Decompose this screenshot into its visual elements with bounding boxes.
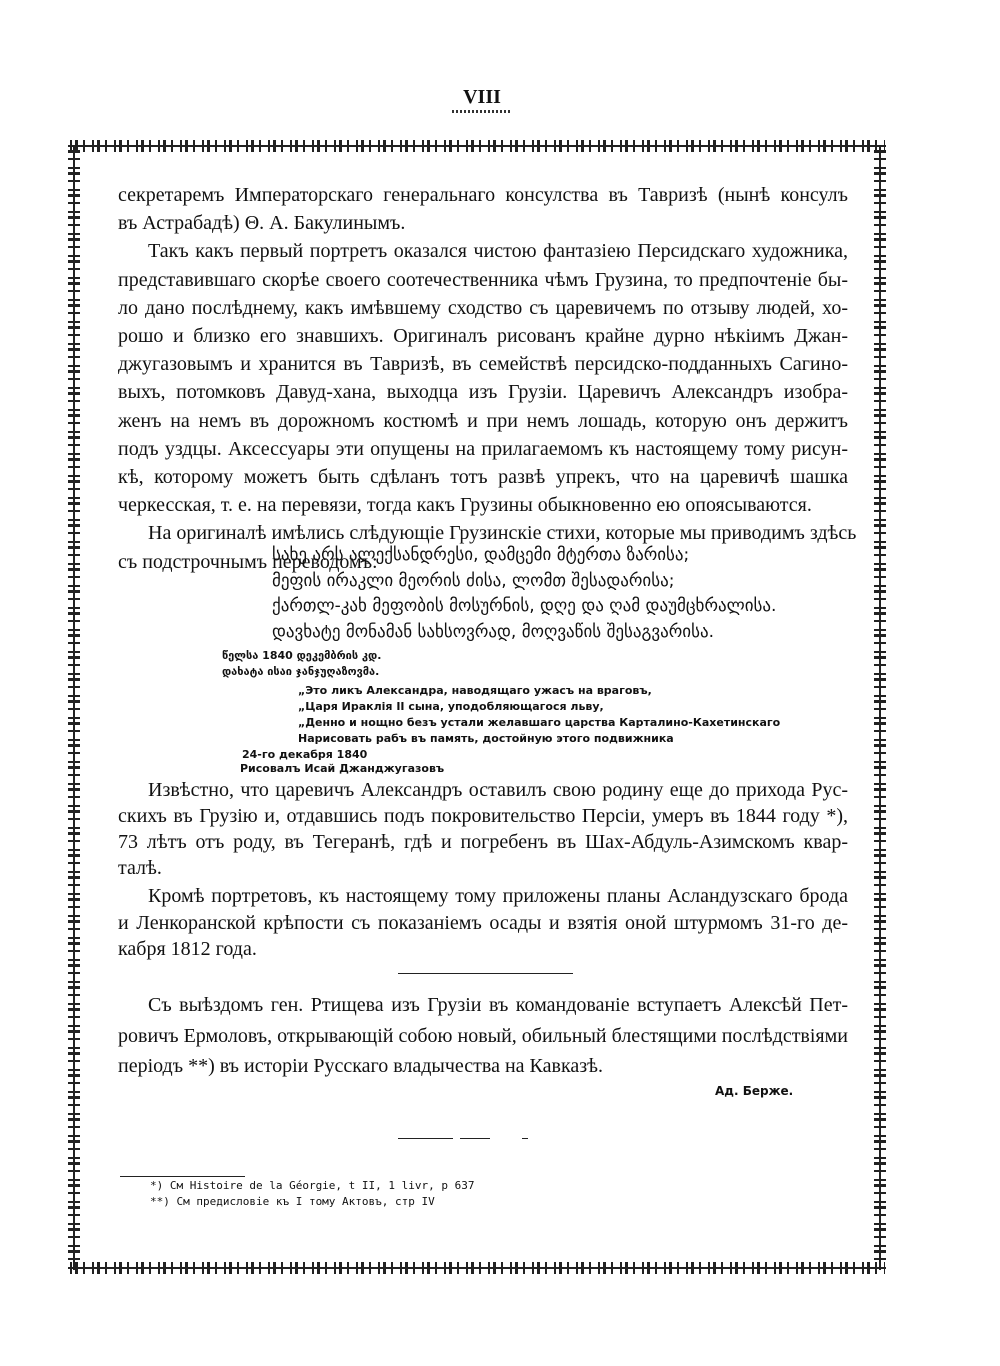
georgian-colophon xyxy=(222,648,522,680)
ornamental-border-left xyxy=(68,145,80,1270)
text-line: подъ уздцы. Аксессуары эти опущены на прилагаемомъ къ настоящему тому рисун- xyxy=(118,437,848,460)
ornamental-border-bottom xyxy=(70,1262,885,1274)
translation-date: 24-го декабря 1840 xyxy=(242,748,368,761)
text-line: „Это ликъ Александра, наводящаго ужасъ на враговъ, xyxy=(298,684,652,697)
text-line: съ подстрочнымъ переводомъ: xyxy=(118,550,378,573)
footnote-2: **) См предисловіе къ I тому Актовъ, стр IV xyxy=(150,1195,435,1208)
text-line: и Ленкоранской крѣпости съ показаніемъ осады и взятія оной штурмомъ 31-го де- xyxy=(118,911,848,934)
text-line: Извѣстно, что царевичъ Александръ оставилъ свою родину еще до прихода Рус- xyxy=(148,779,848,801)
text-line: кѣ, которому можетъ быть сдѣланъ тотъ развѣ упрекъ, что на царевичѣ шашка xyxy=(118,466,848,489)
text-line: „Царя Ираклія II сына, уподобляющагося льву, xyxy=(298,700,604,713)
text-line: ло дано послѣднему, какъ имѣвшему сходство съ царевичемъ по отзыву людей, хо- xyxy=(118,296,848,319)
paragraph-2 xyxy=(118,237,848,519)
text-line: женъ на немъ въ дорожномъ костюмѣ и при немъ лошадь, которую онъ держитъ xyxy=(118,409,848,432)
text-line: Кромѣ портретовъ, къ настоящему тому приложены планы Асландузскаго брода xyxy=(148,885,848,907)
text-line: кабря 1812 года. xyxy=(118,938,257,960)
text-line: секретаремъ Императорскаго генеральнаго консулства въ Тавризѣ (нынѣ консулъ xyxy=(118,184,848,206)
text-line: выхъ, потомковъ Давуд-хана, выходца изъ Грузіи. Царевичъ Александръ изобра- xyxy=(118,381,848,404)
georgian-signature: დახატა ისაი ჯანჯუღაზოვმა. xyxy=(222,665,380,678)
paragraph-6 xyxy=(118,990,848,1082)
text-line: მეფის ირაკლი მეორის ძისა, ლომთ შესადარისა; xyxy=(272,570,675,591)
page-number: VIII xyxy=(463,86,501,108)
footnote-rule xyxy=(120,1176,245,1177)
end-dash-1 xyxy=(398,1138,453,1139)
author-signature: Ад. Берже. xyxy=(715,1084,794,1098)
translation-colophon xyxy=(242,748,542,775)
section-divider xyxy=(398,973,573,974)
georgian-date: წელსა 1840 დეკემბრის კდ. xyxy=(222,649,382,662)
text-line: 73 лѣтъ отъ роду, въ Тегеранѣ, гдѣ и погребенъ въ Шах-Абдуль-Азимскомъ квар- xyxy=(118,831,848,853)
text-line: Такъ какъ первый портретъ оказался чистою фантазіею Персидскаго художника, xyxy=(148,240,848,263)
text-line: დავხატე მონამან სახსოვრად, მოღვაწის შესაგვარისა. xyxy=(272,622,714,643)
paragraph-5 xyxy=(118,883,848,963)
end-dash-3 xyxy=(522,1138,528,1139)
end-dash-2 xyxy=(460,1138,490,1139)
text-line: джугазовымъ и хранится въ Тавризѣ, въ семействѣ персидско-подданныхъ Сагино- xyxy=(118,353,848,376)
russian-translation xyxy=(298,683,781,747)
ornamental-border-top xyxy=(70,140,885,152)
text-line: სახე არს ალექსანდრესი, დამცემი მტერთა ზარისა; xyxy=(272,545,690,565)
text-line: ровичъ Ермоловъ, открывающій собою новый, обильный блестящими послѣдствіями xyxy=(118,1024,848,1047)
georgian-verse xyxy=(272,543,777,646)
ornamental-border-right xyxy=(874,145,886,1270)
text-line: ქართლ-კახ მეფობის მოსურნის, დღე და ღამ დაუმცხრალისა. xyxy=(272,596,777,617)
text-line: періодъ **) въ исторіи Русскаго владычества на Кавказѣ. xyxy=(118,1055,603,1077)
footnotes xyxy=(150,1178,475,1210)
text-line: На оригиналѣ имѣлись слѣдующіе Грузинскіе стихи, которые мы приводимъ здѣсь xyxy=(148,522,857,545)
text-line: черкесская, т. е. на перевязи, тогда какъ Грузины обыкновенно ею опоясываются. xyxy=(118,494,812,517)
page-number-underline xyxy=(452,110,512,113)
paragraph-4 xyxy=(118,777,848,881)
text-line: скихъ въ Грузію и, отдавшись подъ покровительство Персіи, умеръ въ 1844 году *), xyxy=(118,805,848,827)
text-line: въ Астрабадѣ) Θ. А. Бакулинымъ. xyxy=(118,212,406,235)
footnote-1: *) См Histoire de la Géorgie, t II, 1 livr, p 637 xyxy=(150,1179,475,1192)
translation-signature: Рисовалъ Исай Джанджугазовъ xyxy=(240,761,445,775)
text-line: талѣ. xyxy=(118,857,162,879)
text-line: „Денно и нощно безъ устали желавшаго царства Карталино-Кахетинскаго xyxy=(298,716,781,729)
text-line: представившаго скорѣе своего соотечественника чѣмъ Грузина, то предпочтеніе бы- xyxy=(118,268,848,291)
text-line: рошо и близко его знавшихъ. Оригиналъ рисованъ крайне дурно нѣкіимъ Джан- xyxy=(118,325,848,347)
paragraph-1 xyxy=(118,181,848,237)
text-line: Нарисовать рабъ въ память, достойную этого подвижника xyxy=(298,732,674,745)
text-line: Съ выѣздомъ ген. Ртищева изъ Грузіи въ командованіе вступаетъ Алексѣй Пет- xyxy=(148,994,848,1016)
